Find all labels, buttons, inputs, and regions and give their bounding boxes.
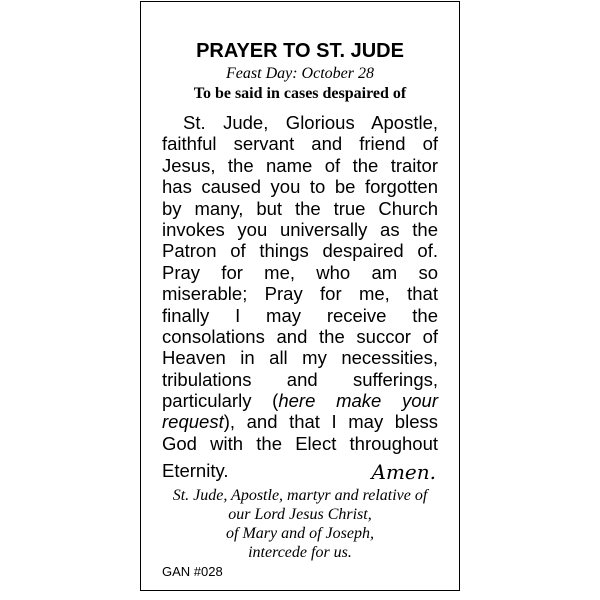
- prayer-title: PRAYER TO ST. JUDE: [196, 40, 404, 62]
- closing-line: intercede for us.: [248, 544, 352, 561]
- body-line: Jesus, the name of the traitor: [162, 154, 438, 176]
- body-text-italic: here make your: [278, 390, 438, 412]
- body-line: God with the Elect throughout: [162, 432, 438, 454]
- body-line: finally I may receive the: [162, 304, 438, 326]
- body-line: consolations and the succor of: [162, 325, 438, 347]
- body-line: tribulations and sufferings,: [162, 368, 438, 390]
- body-line: invokes you universally as the: [162, 218, 438, 240]
- body-text: particularly (: [162, 390, 279, 412]
- body-line: faithful servant and friend of: [162, 133, 438, 155]
- body-text-italic: request: [162, 411, 224, 433]
- closing-line: our Lord Jesus Christ,: [228, 506, 372, 523]
- body-line: Heaven in all my necessities,: [162, 347, 438, 369]
- body-line: St. Jude, Glorious Apostle,: [183, 112, 438, 133]
- closing-line: of Mary and of Joseph,: [226, 525, 374, 542]
- prayer-body: [162, 112, 438, 454]
- amen-text: Amen.: [371, 460, 436, 484]
- eternity-text: Eternity.: [162, 460, 229, 481]
- prayer-card: [140, 1, 460, 591]
- feast-day: Feast Day: October 28: [226, 65, 374, 82]
- body-line: Pray for me, who am so: [162, 261, 438, 283]
- closing-invocation: [141, 486, 459, 562]
- body-line: by many, but the true Church: [162, 197, 438, 219]
- product-code: GAN #028: [162, 564, 223, 579]
- final-line: [162, 460, 438, 484]
- body-line: Patron of things despaired of.: [162, 240, 438, 262]
- body-text: ), and that I may bless: [223, 411, 438, 433]
- closing-line: St. Jude, Apostle, martyr and relative of: [172, 487, 428, 504]
- prayer-subtitle: To be said in cases despaired of: [193, 85, 407, 102]
- body-line: has caused you to be forgotten: [162, 176, 438, 198]
- body-line: [162, 390, 438, 411]
- body-line: [162, 411, 438, 432]
- body-line: miserable; Pray for me, that: [162, 283, 438, 305]
